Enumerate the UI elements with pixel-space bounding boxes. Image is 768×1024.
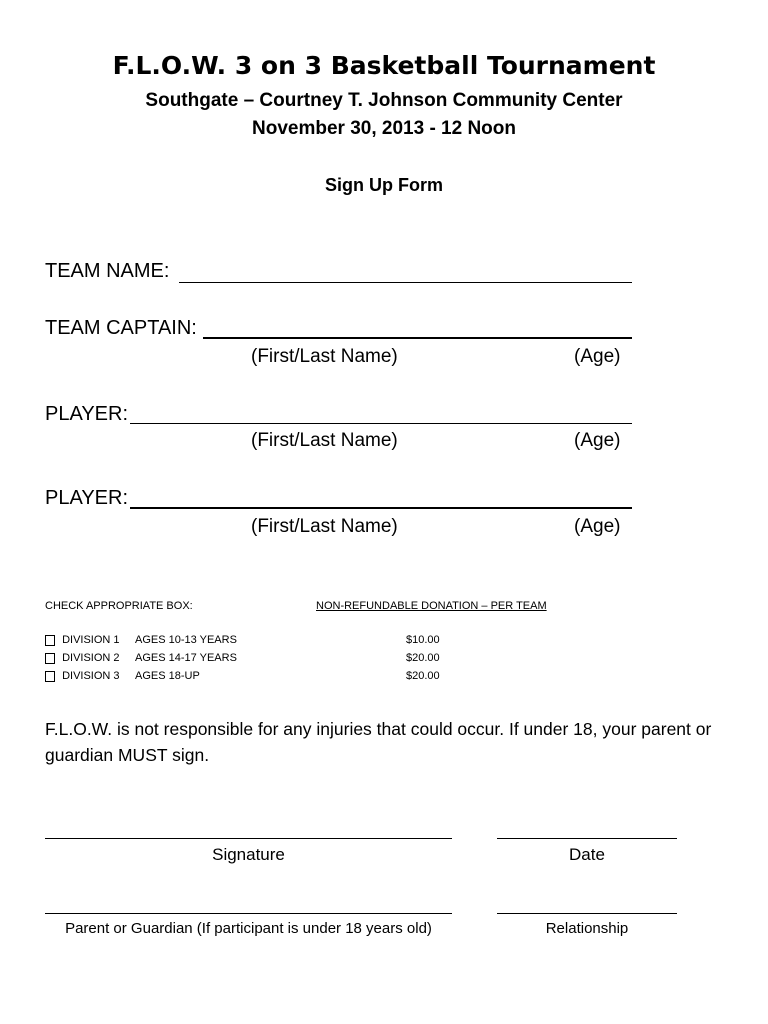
division-1-name: DIVISION 1	[62, 634, 120, 646]
player-1-field[interactable]	[130, 423, 632, 424]
division-1-checkbox[interactable]	[45, 635, 55, 646]
liability-disclaimer: F.L.O.W. is not responsible for any injuries that could occur. If under 18, your parent or guardian MUST sign.	[45, 719, 712, 765]
player-2-field[interactable]	[130, 507, 632, 509]
player-2-name-hint: (First/Last Name)	[251, 516, 398, 537]
team-name-field[interactable]	[179, 282, 632, 283]
team-name-label: TEAM NAME:	[45, 260, 170, 282]
venue-line: Southgate – Courtney T. Johnson Community Center	[145, 90, 623, 111]
division-1-ages: AGES 10-13 YEARS	[135, 634, 237, 646]
parent-caption: Parent or Guardian (If participant is under 18 years old)	[65, 920, 432, 937]
check-box-instruction: CHECK APPROPRIATE BOX:	[45, 600, 193, 612]
division-row	[45, 634, 120, 646]
team-captain-field[interactable]	[203, 337, 632, 339]
sign-up-form-heading: Sign Up Form	[325, 175, 443, 195]
player-1-name-hint: (First/Last Name)	[251, 430, 398, 451]
parent-signature-line[interactable]	[45, 913, 452, 914]
division-3-checkbox[interactable]	[45, 671, 55, 682]
captain-age-hint: (Age)	[574, 346, 621, 367]
division-2-name: DIVISION 2	[62, 652, 120, 664]
division-2-checkbox[interactable]	[45, 653, 55, 664]
division-row	[45, 652, 120, 664]
form-title-heading: F.L.O.W. 3 on 3 Basketball Tournament	[112, 51, 656, 80]
division-3-ages: AGES 18-UP	[135, 670, 200, 682]
date-time-line: November 30, 2013 - 12 Noon	[252, 118, 516, 139]
division-3-price: $20.00	[406, 670, 440, 682]
relationship-line[interactable]	[497, 913, 677, 914]
signature-caption: Signature	[212, 845, 285, 864]
division-2-ages: AGES 14-17 YEARS	[135, 652, 237, 664]
division-2-price: $20.00	[406, 652, 440, 664]
team-captain-label: TEAM CAPTAIN:	[45, 317, 197, 339]
division-3-name: DIVISION 3	[62, 670, 120, 682]
signature-line[interactable]	[45, 838, 452, 839]
date-caption: Date	[569, 845, 605, 864]
date-line[interactable]	[497, 838, 677, 839]
player-2-age-hint: (Age)	[574, 516, 621, 537]
relationship-caption: Relationship	[545, 920, 629, 937]
captain-name-hint: (First/Last Name)	[251, 346, 398, 367]
player-1-label: PLAYER:	[45, 403, 128, 425]
player-1-age-hint: (Age)	[574, 430, 621, 451]
division-row	[45, 670, 120, 682]
player-2-label: PLAYER:	[45, 487, 128, 509]
division-1-price: $10.00	[406, 634, 440, 646]
donation-header: NON-REFUNDABLE DONATION – PER TEAM	[316, 600, 547, 612]
